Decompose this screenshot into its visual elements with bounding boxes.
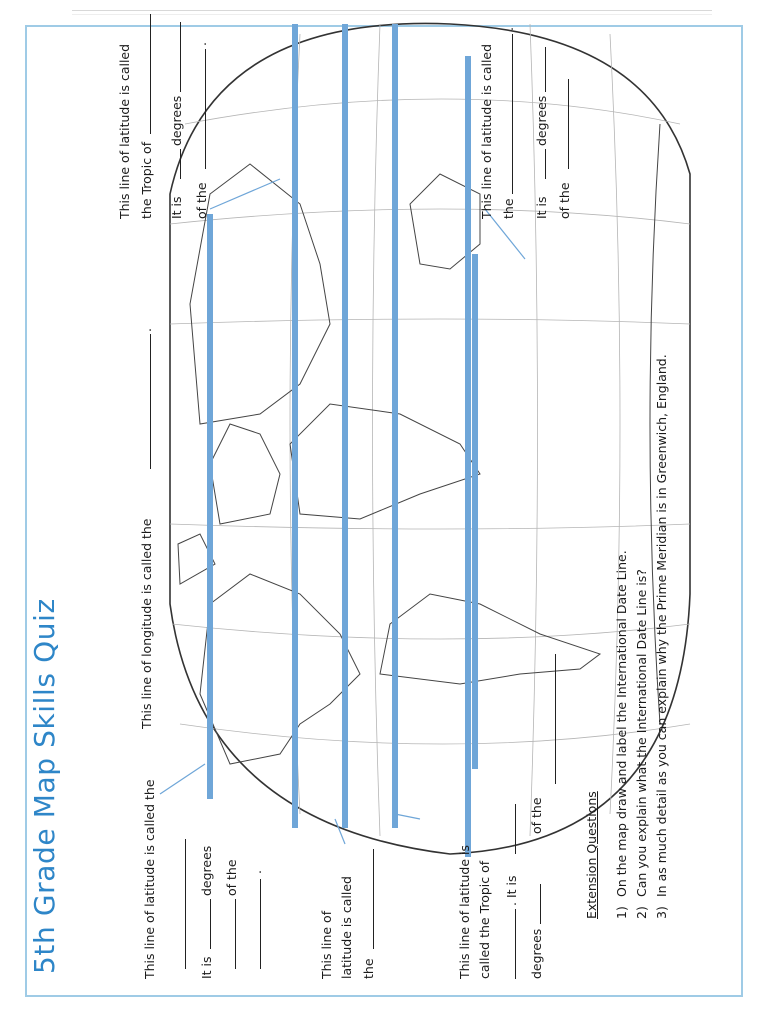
continents — [178, 124, 660, 764]
q5-hemisphere-blank[interactable] — [568, 79, 569, 169]
guide-lines — [210, 24, 475, 857]
q3-hemisphere-blank[interactable] — [555, 654, 556, 784]
q4-line-1: This line of latitude is called — [117, 43, 132, 219]
q5-degrees-blank[interactable] — [545, 47, 546, 92]
extension-item-text: Can you explain what the International Date Line is? — [634, 569, 649, 897]
q3-of-the: of the — [529, 797, 544, 834]
q1-degrees-blank[interactable] — [210, 899, 211, 949]
q4-answer-blank[interactable] — [150, 14, 151, 134]
extension-item-number: 2) — [634, 906, 649, 919]
q2-answer-blank[interactable] — [373, 849, 374, 949]
q3-degrees: degrees — [529, 928, 544, 979]
extension-item-number: 3) — [654, 906, 669, 919]
q5-of-the: of the — [557, 182, 572, 219]
q1-hemisphere-blank[interactable] — [260, 879, 261, 969]
q4-degrees: degrees — [169, 95, 184, 146]
q2-line-3: the — [361, 958, 376, 979]
extension-item — [655, 354, 669, 919]
q3-it-is: . It is — [504, 875, 519, 906]
extension-item-text: In as much detail as you can explain why the Prime Meridian is in Greenwich, England. — [654, 354, 669, 897]
q3-degrees-blank[interactable] — [540, 884, 541, 924]
q1-prompt: This line of latitude is called the — [142, 779, 157, 979]
europe — [210, 424, 280, 524]
q3-line-1: This line of latitude is — [457, 845, 472, 979]
q4-line-2: the Tropic of — [139, 141, 154, 219]
q1-of-the: of the — [224, 859, 239, 896]
q5-period: . — [501, 27, 516, 31]
q3-answer-blank[interactable] — [515, 909, 516, 979]
q1-it-is: It is — [199, 956, 214, 979]
longitude-answer-blank[interactable] — [150, 334, 151, 469]
page-title: 5th Grade Map Skills Quiz — [28, 598, 61, 974]
q5-it-is-blank[interactable] — [545, 149, 546, 179]
q5-answer-blank[interactable] — [512, 34, 513, 194]
q2-line-2: latitude is called — [339, 876, 354, 979]
extension-item-number: 1) — [614, 906, 629, 919]
extension-item — [615, 550, 629, 919]
extension-item-text: On the map draw and label the International Date Line. — [614, 550, 629, 897]
q3-it-is-blank[interactable] — [515, 804, 516, 854]
q2-line-1: This line of — [319, 910, 334, 979]
q4-it-is: It is — [169, 196, 184, 219]
north-america — [200, 574, 360, 764]
q5-line-2: the — [501, 198, 516, 219]
q3-line-2: called the Tropic of — [477, 860, 492, 979]
longitude-question: This line of longitude is called the — [139, 518, 154, 729]
map-outline — [170, 23, 690, 854]
q4-it-is-blank[interactable] — [180, 149, 181, 179]
q1-direction-blank[interactable] — [235, 899, 236, 969]
q1-answer-blank[interactable] — [185, 839, 186, 969]
q5-line-1: This line of latitude is called — [479, 43, 494, 219]
q5-degrees: degrees — [534, 95, 549, 146]
extension-heading: Extension Questions — [584, 791, 599, 919]
q4-period: . — [194, 42, 209, 46]
longitude-end: . — [139, 328, 154, 332]
africa — [290, 404, 480, 519]
q5-it-is: It is — [534, 196, 549, 219]
q1-period: . — [249, 870, 264, 874]
q4-hemisphere-blank[interactable] — [205, 49, 206, 169]
q1-degrees: degrees — [199, 845, 214, 896]
q4-degrees-blank[interactable] — [180, 22, 181, 92]
q4-of-the: of the — [194, 182, 209, 219]
extension-item — [635, 569, 649, 919]
